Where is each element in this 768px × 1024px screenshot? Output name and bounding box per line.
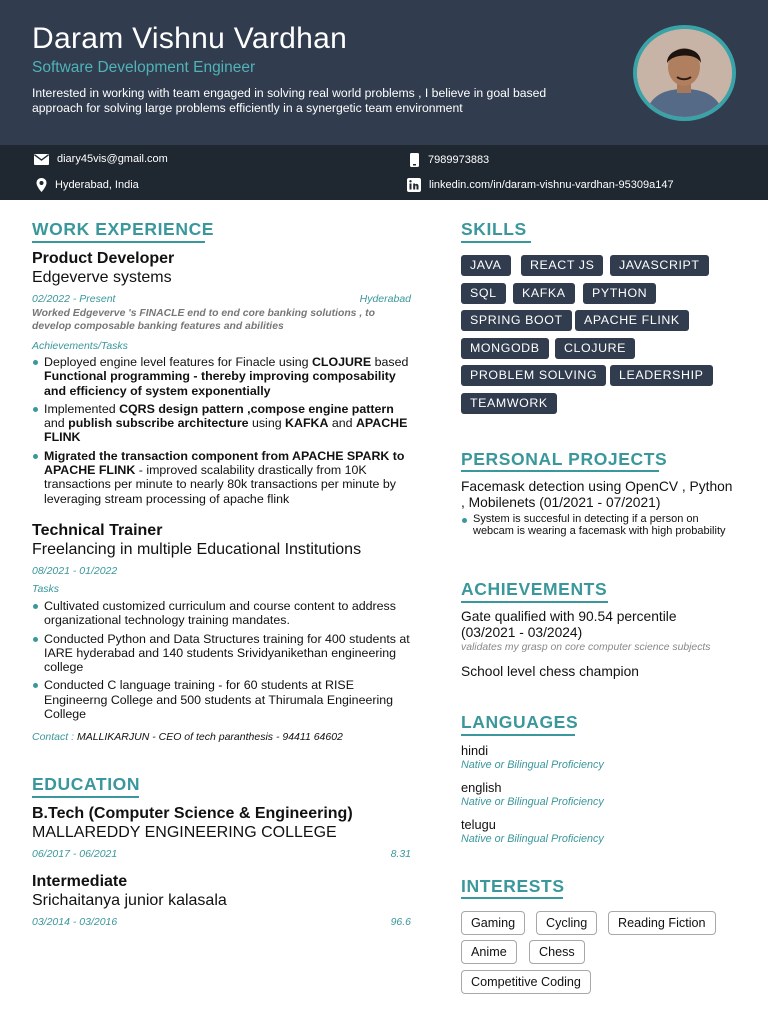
interests-heading-underline — [461, 897, 563, 899]
job-title: Technical Trainer — [32, 522, 163, 539]
project-details-list — [461, 513, 741, 541]
achievement-title: Gate qualified with 90.54 percentile (03/2021 - 03/2024) — [461, 609, 677, 640]
skills-heading: SKILLS — [461, 219, 527, 239]
work-experience-heading: WORK EXPERIENCE — [32, 219, 215, 239]
achievements-heading-underline — [461, 601, 608, 603]
profile-photo — [633, 25, 736, 121]
list-item: Conducted C language training - for 60 students at RISE Engineerng College and 500 students at Thirumala Engineering College — [32, 678, 417, 721]
skill-tag: APACHE FLINK — [575, 310, 689, 331]
linkedin-icon — [407, 178, 421, 192]
linkedin-contact[interactable] — [407, 178, 674, 192]
company-name: Edgeverve systems — [32, 269, 172, 286]
interest-tag: Reading Fiction — [608, 911, 716, 935]
skill-tag: PYTHON — [583, 283, 656, 304]
contact-bar — [0, 145, 768, 200]
location-pin-icon — [36, 178, 47, 192]
skill-tag: KAFKA — [513, 283, 575, 304]
job-subheading: Achievements/Tasks — [32, 340, 128, 352]
education-heading-underline — [32, 796, 139, 798]
summary-text: Interested in working with team engaged in solving real world problems , I believe in goal based approach for solving large problems efficiently in a synergetic team environment — [32, 86, 547, 115]
interests-heading: INTERESTS — [461, 876, 565, 896]
job-tasks-list — [32, 599, 417, 725]
reference-label: Contact : — [32, 731, 75, 743]
education-dates: 03/2014 - 03/2016 — [32, 916, 118, 928]
education-score: 8.31 — [390, 848, 411, 860]
language-name: telugu — [461, 817, 496, 832]
skill-tag: MONGODB — [461, 338, 549, 359]
interest-tag: Competitive Coding — [461, 970, 591, 994]
job-dates: 08/2021 - 01/2022 — [32, 565, 118, 577]
project-title: Facemask detection using OpenCV , Python , Mobilenets (01/2021 - 07/2021) — [461, 479, 733, 510]
candidate-role: Software Development Engineer — [32, 59, 256, 76]
language-level: Native or Bilingual Proficiency — [461, 759, 604, 771]
job-title: Product Developer — [32, 250, 175, 267]
interest-tag: Anime — [461, 940, 517, 964]
location-contact — [36, 178, 139, 192]
skills-heading-underline — [461, 241, 531, 243]
languages-heading-underline — [461, 734, 575, 736]
company-name: Freelancing in multiple Educational Institutions — [32, 541, 362, 558]
education-score: 96.6 — [390, 916, 411, 928]
degree-title: Intermediate — [32, 873, 128, 890]
skill-tag: TEAMWORK — [461, 393, 557, 414]
language-name: english — [461, 780, 502, 795]
skill-tag: LEADERSHIP — [610, 365, 713, 386]
skill-tag: REACT JS — [521, 255, 603, 276]
job-description: Worked Edgeverve 's FINACLE end to end core banking solutions , to develop composable banking features and abilities — [32, 308, 375, 332]
list-item: System is succesful in detecting if a person on webcam is wearing a facemask with high probability — [461, 513, 741, 537]
skill-tag: JAVA — [461, 255, 511, 276]
location-text: Hyderabad, India — [55, 179, 139, 191]
job-location: Hyderabad — [359, 293, 411, 305]
skill-tag: SQL — [461, 283, 506, 304]
email-text: diary45vis@gmail.com — [57, 153, 168, 165]
projects-heading-underline — [461, 470, 659, 472]
phone-text: 7989973883 — [428, 154, 490, 166]
list-item: Migrated the transaction component from APACHE SPARK to APACHE FLINK - improved scalability drastically from 10K transactions per minute to nearly 80k transactions per minute by leveraging stream processing of apache flink — [32, 449, 417, 506]
achievement-note: validates my grasp on core computer science subjects — [461, 642, 711, 653]
skill-tag: PROBLEM SOLVING — [461, 365, 606, 386]
education-heading: EDUCATION — [32, 774, 141, 794]
job-dates: 02/2022 - Present — [32, 293, 116, 305]
language-name: hindi — [461, 743, 489, 758]
skill-tag: JAVASCRIPT — [610, 255, 709, 276]
achievements-heading: ACHIEVEMENTS — [461, 579, 608, 599]
resume-header — [0, 0, 768, 145]
list-item: Conducted Python and Data Structures training for 400 students at IARE hyderabad and 140 students Srividyanikethan engineering college — [32, 632, 417, 675]
language-level: Native or Bilingual Proficiency — [461, 796, 604, 808]
skill-tag: CLOJURE — [555, 338, 635, 359]
languages-heading: LANGUAGES — [461, 712, 579, 732]
interest-tag: Gaming — [461, 911, 525, 935]
mail-icon — [34, 154, 49, 165]
school-name: MALLAREDDY ENGINEERING COLLEGE — [32, 824, 337, 841]
skill-tag: SPRING BOOT — [461, 310, 572, 331]
candidate-name: Daram Vishnu Vardhan — [32, 22, 348, 55]
language-level: Native or Bilingual Proficiency — [461, 833, 604, 845]
achievement-title: School level chess champion — [461, 664, 639, 679]
phone-contact[interactable] — [409, 153, 489, 167]
reference-contact — [32, 731, 343, 743]
interest-tag: Cycling — [536, 911, 597, 935]
list-item: Implemented CQRS design pattern ,compose engine pattern and publish subscribe architecture using KAFKA and APACHE FLINK — [32, 402, 417, 445]
education-dates: 06/2017 - 06/2021 — [32, 848, 118, 860]
work-heading-underline — [32, 241, 205, 243]
linkedin-text: linkedin.com/in/daram-vishnu-vardhan-95309a147 — [429, 179, 674, 191]
projects-heading: PERSONAL PROJECTS — [461, 449, 668, 469]
list-item: Deployed engine level features for Finacle using CLOJURE based Functional programming - thereby improving composability and efficiency of system exponentially — [32, 355, 417, 398]
list-item: Cultivated customized curriculum and course content to address organizational technology training mandates. — [32, 599, 417, 628]
phone-icon — [409, 153, 420, 167]
school-name: Srichaitanya junior kalasala — [32, 892, 227, 909]
reference-value: MALLIKARJUN - CEO of tech paranthesis - 94411 64602 — [76, 731, 343, 743]
interest-tag: Chess — [529, 940, 585, 964]
job-subheading: Tasks — [32, 583, 60, 595]
job-achievements-list — [32, 355, 417, 510]
degree-title: B.Tech (Computer Science & Engineering) — [32, 805, 353, 822]
email-contact[interactable] — [34, 153, 168, 165]
